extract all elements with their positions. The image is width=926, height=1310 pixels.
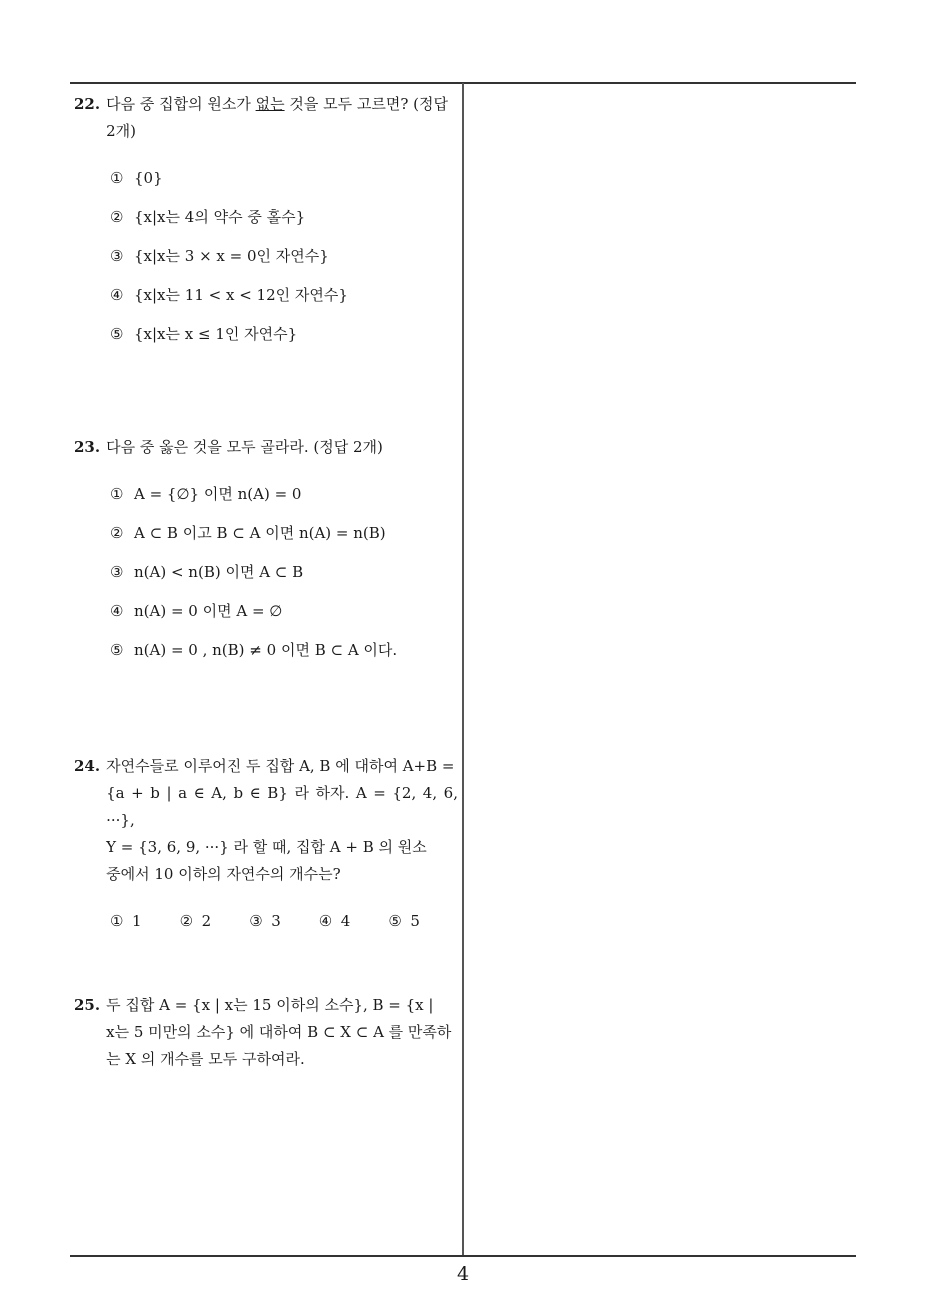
question-text: 다음 중 집합의 원소가 없는 것을 모두 고르면? (정답 2개) [106, 95, 448, 140]
question-number: 23. [74, 438, 101, 456]
choice-3[interactable]: ③ 3 [249, 912, 281, 930]
choice-1[interactable]: ① A = {∅} 이면 n(A) = 0 [110, 485, 302, 503]
choice-2[interactable]: ② 2 [179, 912, 212, 930]
choice-4[interactable]: ④ n(A) = 0 이면 A = ∅ [110, 602, 283, 620]
underlined-word: 없는 [255, 95, 285, 113]
bottom-rule [70, 1255, 856, 1257]
question-24 [74, 753, 458, 935]
choice-list [74, 165, 458, 360]
choice-3[interactable]: ③ n(A) < n(B) 이면 A ⊂ B [110, 563, 304, 581]
choice-3[interactable]: ③ {x|x는 3 × x = 0인 자연수} [110, 247, 329, 265]
question-22 [74, 91, 458, 360]
column-divider [462, 83, 464, 1256]
choice-4[interactable]: ④ {x|x는 11 < x < 12인 자연수} [110, 286, 348, 304]
choice-5[interactable]: ⑤ {x|x는 x ≤ 1인 자연수} [110, 325, 298, 343]
question-number: 25. [74, 996, 101, 1014]
choice-5[interactable]: ⑤ 5 [388, 912, 420, 930]
choice-5[interactable]: ⑤ n(A) = 0 , n(B) ≠ 0 이면 B ⊂ A 이다. [110, 641, 398, 659]
choice-list [74, 908, 458, 935]
question-text: 다음 중 옳은 것을 모두 골라라. (정답 2개) [106, 438, 383, 456]
question-23 [74, 434, 458, 676]
question-text: 자연수들로 이루어진 두 집합 A, B 에 대하여 A+B = {a + b | a ∈ A, b ∈ B} 라 하자. A = {2, 4, 6, ···}, Y = {3, 6, 9, ···} 라 할 때, 집합 A + B 의 원소 중에서 10 이하의 자연수의 개수는? [106, 757, 458, 883]
question-text: 두 집합 A = {x | x는 15 이하의 소수}, B = {x | x는 5 미만의 소수} 에 대하여 B ⊂ X ⊂ A 를 만족하 는 X 의 개수를 모두 구하여라. [106, 996, 452, 1068]
choice-list [74, 481, 458, 676]
choice-1[interactable]: ① 1 [110, 912, 142, 930]
question-number: 24. [74, 757, 101, 775]
choice-2[interactable]: ② {x|x는 4의 약수 중 홀수} [110, 208, 306, 226]
page-number: 4 [456, 1263, 470, 1285]
choice-1[interactable]: ① {0} [110, 169, 163, 187]
choice-4[interactable]: ④ 4 [318, 912, 351, 930]
choice-2[interactable]: ② A ⊂ B 이고 B ⊂ A 이면 n(A) = n(B) [110, 524, 386, 542]
question-25 [74, 992, 458, 1073]
question-number: 22. [74, 95, 101, 113]
